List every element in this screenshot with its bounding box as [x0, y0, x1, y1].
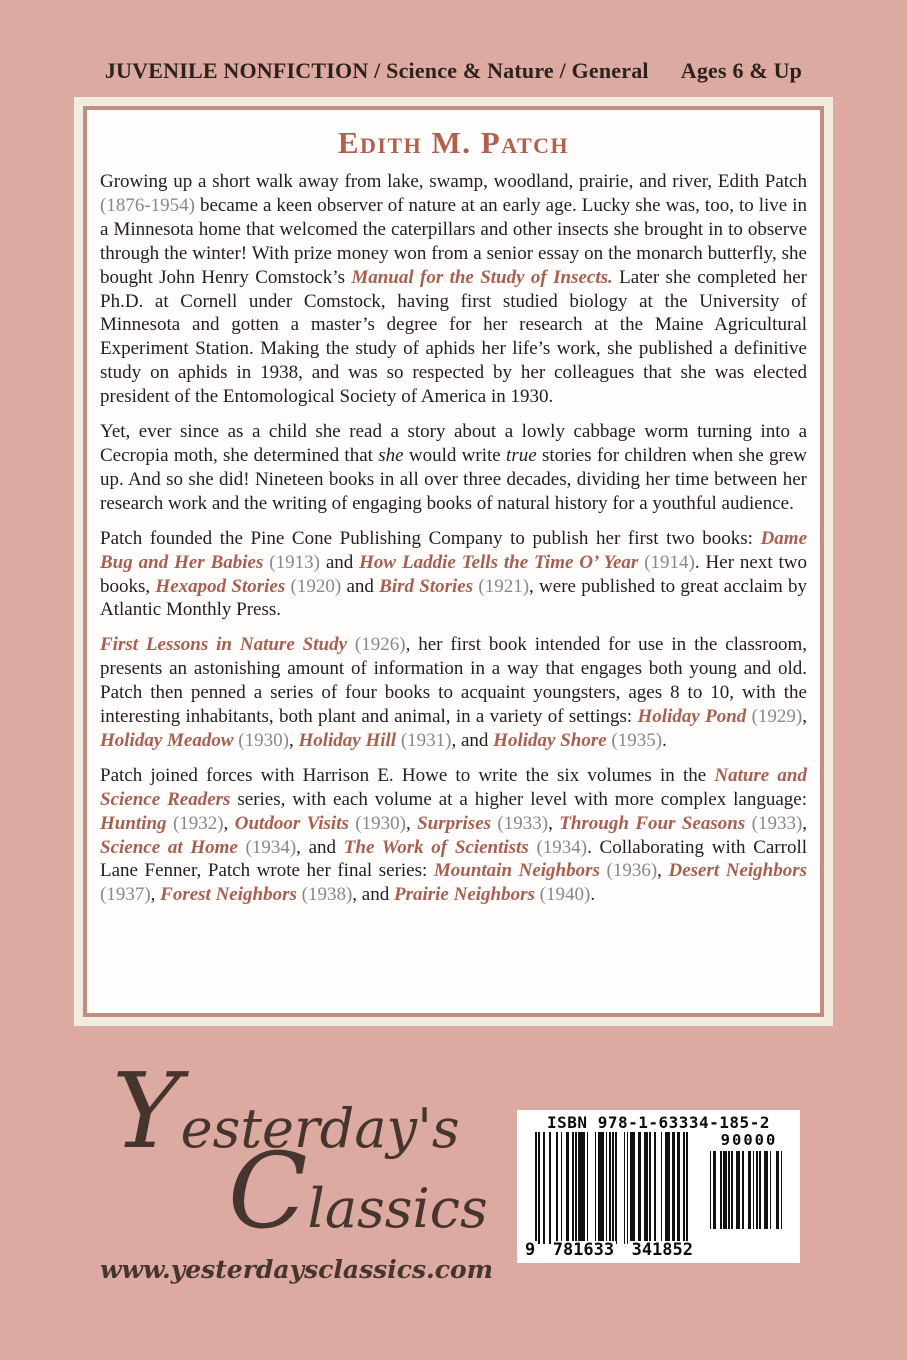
- description-panel: [83, 106, 824, 1017]
- bio-paragraph-1: Growing up a short walk away from lake, swamp, woodland, prairie, and river, Edith Patch (1876-1954) became a keen observer of nature at an early age. Lucky she was, too, to live in a Minnesota home that welcomed the caterpillars and other insects she brought in to observe through the winter! With prize money won from a senior essay on the monarch butterfly, she bought John Henry Comstock’s Manual for the Study of Insects. Later she completed her Ph.D. at Cornell under Comstock, having first studied biology at the University of Minnesota and gotten a master’s degree for her research at the Maine Agricultural Experiment Station. Making the study of aphids her life’s work, she published a definitive study on aphids in 1938, and was so respected by her colleagues that she was elected president of the Entomological Society of America in 1930.: [100, 171, 807, 408]
- publisher-logo-line2: Classics: [228, 1130, 488, 1252]
- ean13-barcode: [525, 1132, 695, 1260]
- bio-paragraph-3: Patch founded the Pine Cone Publishing Company to publish her first two books: Dame Bug and Her Babies (1913) and How Laddie Tells the Time O’ Year (1914). Her next two books, Hexapod Stories (1920) and Bird Stories (1921), were published to great acclaim by Atlantic Monthly Press.: [100, 527, 808, 621]
- publisher-logo-line1: Yesterday's: [112, 1050, 460, 1172]
- ean5-barcode: [708, 1132, 790, 1259]
- logo-initial-y: Y: [112, 1050, 181, 1172]
- price-code: 90000: [720, 1131, 778, 1149]
- ages-text: Ages 6 & Up: [680, 58, 803, 83]
- publisher-website: www.yesterdaysclassics.com: [100, 1255, 494, 1284]
- bio-paragraph-4: First Lessons in Nature Study (1926), her first book intended for use in the classroom, presents an astonishing amount of information in a way that engages both young and old. Patch then penned a series of four books to acquaint youngsters, ages 8 to 10, with the interesting inhabitants, both plant and animal, in a variety of settings: Holiday Pond (1929), Holiday Meadow (1930), Holiday Hill (1931), and Holiday Shore (1935).: [100, 634, 807, 751]
- isbn-label: ISBN 978-1-63334-185-2: [547, 1113, 770, 1132]
- bio-paragraph-2: Yet, ever since as a child she read a story about a lowly cabbage worm turning into a Cecropia moth, she determined that she would write true stories for children when she grew up. And so she did! Nineteen books in all over three decades, dividing her time between her research work and the writing of engaging books of natural history for a youthful audience.: [100, 421, 807, 514]
- author-title: Edith M. Patch: [337, 125, 570, 160]
- category-text: JUVENILE NONFICTION / Science & Nature / General: [104, 58, 649, 83]
- logo-initial-c: C: [228, 1130, 308, 1252]
- bio-paragraph-5: Patch joined forces with Harrison E. Howe to write the six volumes in the Nature and Science Readers series, with each volume at a higher level with more complex language: Hunting (1932), Outdoor Visits (1930), Surprises (1933), Through Four Seasons (1933), Science at Home (1934), and The Work of Scientists (1934). Collaborating with Carroll Lane Fenner, Patch wrote her final series: Mountain Neighbors (1936), Desert Neighbors (1937), Forest Neighbors (1938), and Prairie Neighbors (1940).: [100, 764, 808, 906]
- ean13-bars: [535, 1132, 695, 1244]
- description-panel-frame: [74, 97, 833, 1026]
- barcode: [517, 1110, 800, 1263]
- isbn-digits: 9 781633 341852: [525, 1240, 693, 1260]
- category-header: [0, 58, 907, 84]
- ean5-bars: [708, 1151, 790, 1229]
